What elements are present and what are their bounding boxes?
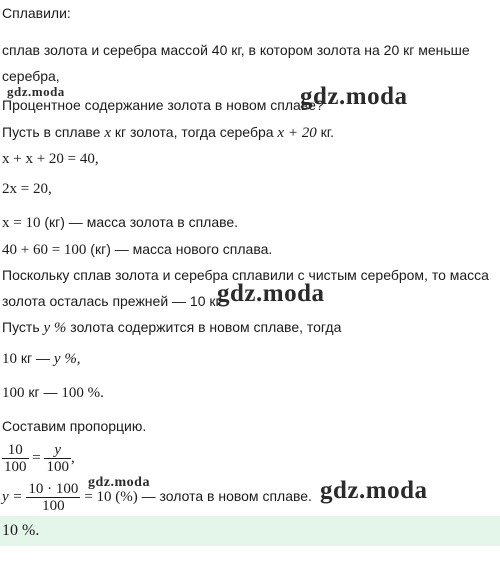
solution-line: Пусть y % золота содержится в новом сплаве, тогда bbox=[2, 319, 342, 336]
watermark: gdz.moda bbox=[320, 477, 428, 504]
fraction: $\frac{10}{100}$ bbox=[4, 442, 27, 475]
answer-highlight bbox=[0, 516, 500, 546]
problem-text-line: сплав золота и серебра массой 40 кг, в котором золота на 20 кг меньше bbox=[2, 42, 470, 58]
solution-line: 40 + 60 = 100 (кг) — масса нового сплава. bbox=[2, 241, 273, 258]
proportion-line: 10 кг — y %, bbox=[2, 350, 81, 367]
solution-line: золота осталась прежней — 10 кг. bbox=[2, 293, 223, 309]
solution-line: Поскольку сплав золота и серебра сплавили с чистым серебром, то масса bbox=[2, 267, 489, 283]
solution-line: Пусть в сплаве x кг золота, тогда серебра x + 20 кг. bbox=[2, 124, 335, 141]
answer-line: 10 %. bbox=[2, 522, 40, 539]
proportion-line: 100 кг — 100 %. bbox=[2, 384, 104, 401]
equation-line: x + x + 20 = 40, bbox=[2, 151, 99, 167]
watermark: gdz.moda bbox=[217, 280, 325, 307]
solution-line: Составим пропорцию. bbox=[2, 418, 147, 434]
question-line: Процентное содержание золота в новом сплаве? bbox=[2, 97, 324, 113]
heading-given: Сплавили: bbox=[2, 5, 71, 21]
equation-line: 2x = 20, bbox=[2, 181, 52, 197]
problem-text-line: серебра, bbox=[2, 68, 60, 84]
proportion-equation: $\frac{10}{100}$ = $\frac{y}{100}$ , bbox=[4, 442, 75, 475]
result-equation: y = $\frac{10 \cdot 100}{100}$ = 10 (%) — золота в новом сплаве. bbox=[2, 481, 312, 514]
fraction: $\frac{10 \cdot 100}{100}$ bbox=[28, 481, 79, 514]
watermark: gdz.moda bbox=[7, 84, 65, 99]
watermark: gdz.moda bbox=[300, 83, 408, 110]
fraction: $\frac{y}{100}$ bbox=[46, 442, 69, 475]
solution-line: x = 10 (кг) — масса золота в сплаве. bbox=[2, 214, 239, 231]
watermark: gdz.moda bbox=[88, 475, 150, 490]
